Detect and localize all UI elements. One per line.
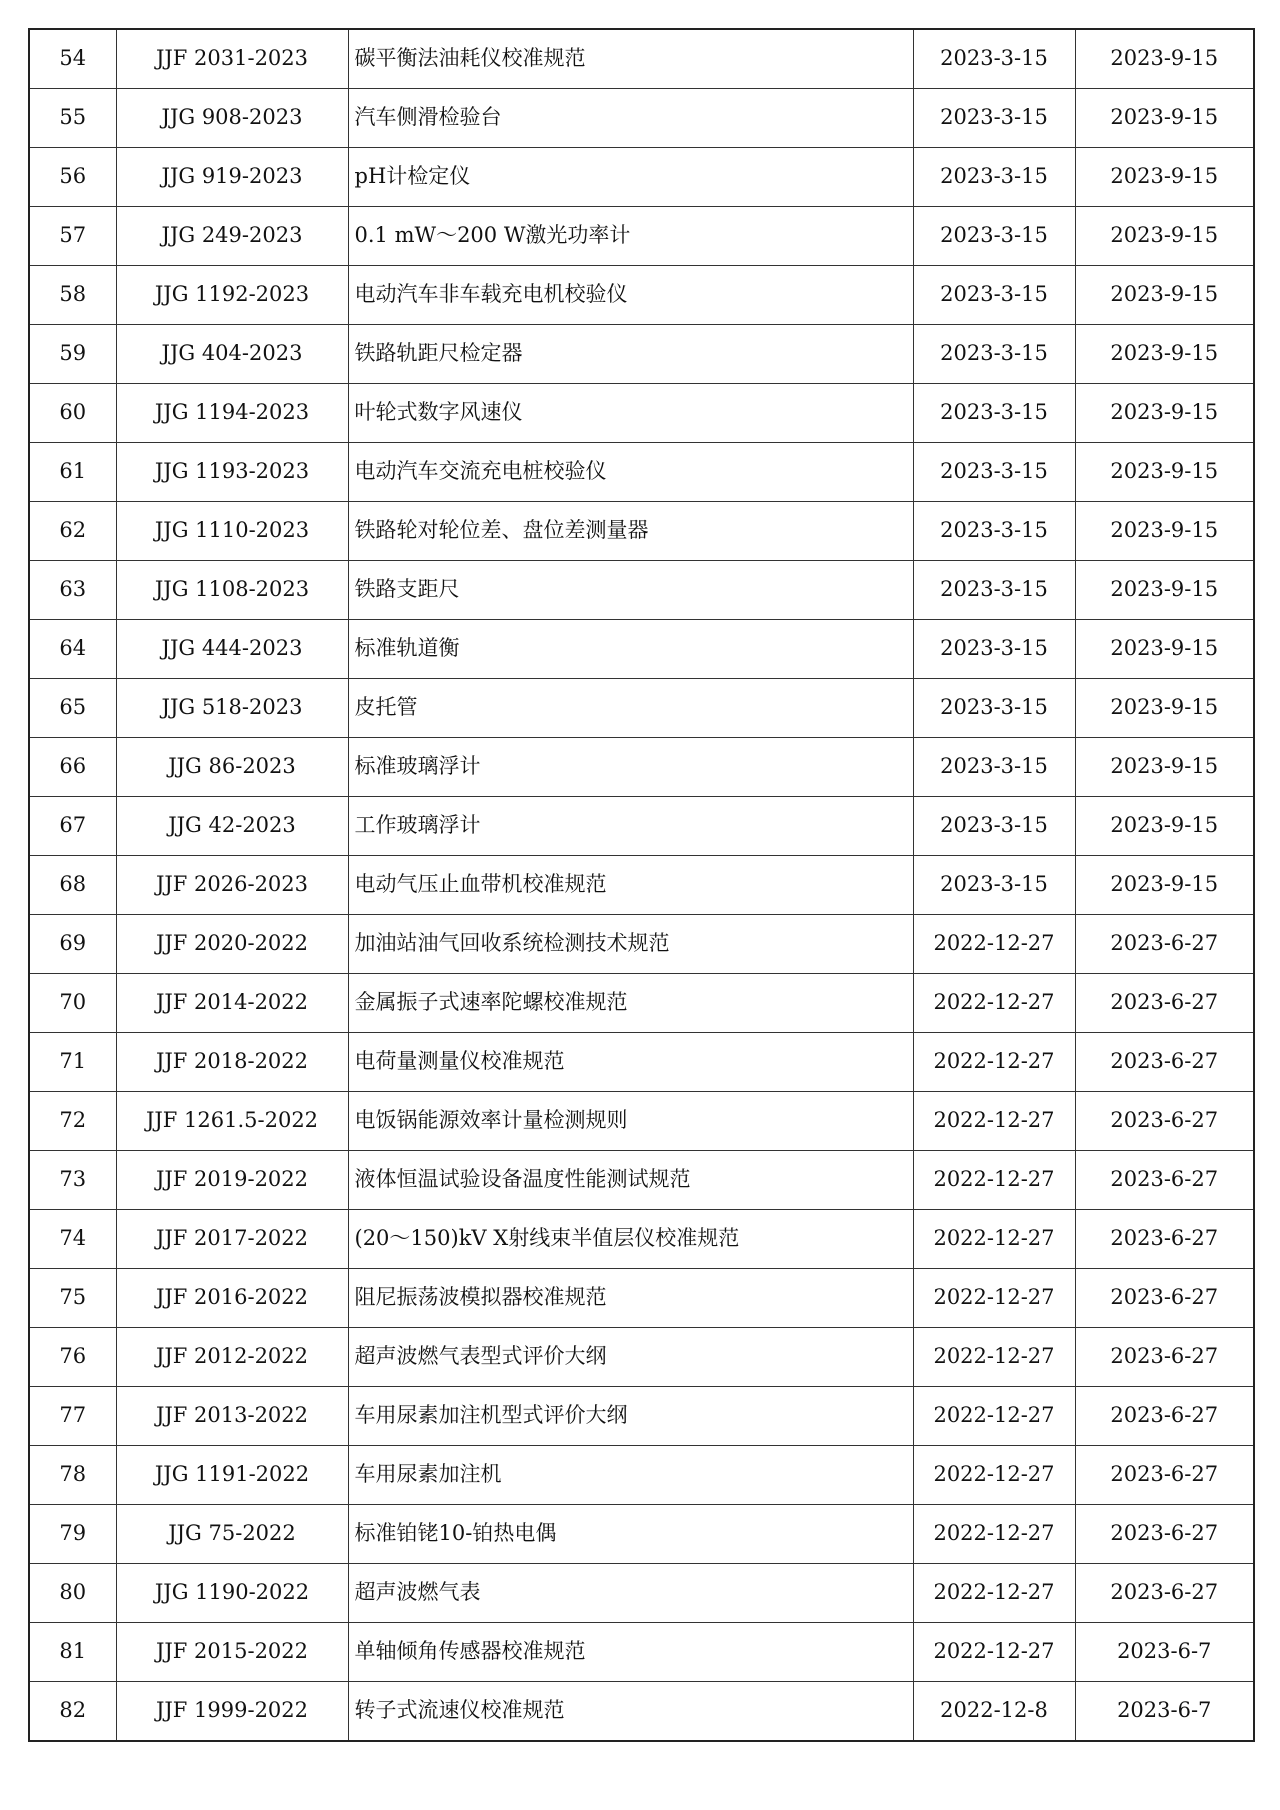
row-number-cell: 79: [29, 1505, 116, 1564]
effective-date-cell: 2023-6-7: [1075, 1623, 1254, 1682]
standard-code-cell: JJF 2019-2022: [116, 1151, 348, 1210]
standard-name-cell: 铁路轨距尺检定器: [348, 325, 913, 384]
effective-date-cell: 2023-9-15: [1075, 443, 1254, 502]
publish-date-cell: 2022-12-27: [913, 974, 1075, 1033]
effective-date-cell: 2023-9-15: [1075, 89, 1254, 148]
table-row: [29, 738, 1254, 797]
publish-date-cell: 2023-3-15: [913, 679, 1075, 738]
publish-date-cell: 2022-12-27: [913, 1623, 1075, 1682]
standard-code-cell: JJG 444-2023: [116, 620, 348, 679]
standard-code-cell: JJF 2026-2023: [116, 856, 348, 915]
standard-name-cell: 标准轨道衡: [348, 620, 913, 679]
publish-date-cell: 2023-3-15: [913, 856, 1075, 915]
effective-date-cell: 2023-9-15: [1075, 148, 1254, 207]
table-row: [29, 1682, 1254, 1742]
standard-code-cell: JJF 2012-2022: [116, 1328, 348, 1387]
publish-date-cell: 2023-3-15: [913, 148, 1075, 207]
table-row: [29, 207, 1254, 266]
standard-code-cell: JJG 1191-2022: [116, 1446, 348, 1505]
standard-code-cell: JJG 1190-2022: [116, 1564, 348, 1623]
effective-date-cell: 2023-9-15: [1075, 797, 1254, 856]
table-row: [29, 1092, 1254, 1151]
row-number-cell: 74: [29, 1210, 116, 1269]
row-number-cell: 73: [29, 1151, 116, 1210]
table-row: [29, 502, 1254, 561]
standard-name-cell: 车用尿素加注机: [348, 1446, 913, 1505]
document-page: [28, 28, 1253, 1742]
standard-name-cell: 叶轮式数字风速仪: [348, 384, 913, 443]
row-number-cell: 57: [29, 207, 116, 266]
effective-date-cell: 2023-6-27: [1075, 1033, 1254, 1092]
standard-code-cell: JJG 518-2023: [116, 679, 348, 738]
effective-date-cell: 2023-9-15: [1075, 325, 1254, 384]
standard-name-cell: 电动气压止血带机校准规范: [348, 856, 913, 915]
standard-name-cell: pH计检定仪: [348, 148, 913, 207]
standard-name-cell: 电动汽车非车载充电机校验仪: [348, 266, 913, 325]
standard-code-cell: JJG 75-2022: [116, 1505, 348, 1564]
standard-name-cell: (20～150)kV X射线束半值层仪校准规范: [348, 1210, 913, 1269]
table-row: [29, 443, 1254, 502]
table-row: [29, 974, 1254, 1033]
row-number-cell: 80: [29, 1564, 116, 1623]
effective-date-cell: 2023-9-15: [1075, 738, 1254, 797]
row-number-cell: 81: [29, 1623, 116, 1682]
standard-name-cell: 转子式流速仪校准规范: [348, 1682, 913, 1742]
table-row: [29, 1328, 1254, 1387]
standard-code-cell: JJG 86-2023: [116, 738, 348, 797]
standard-name-cell: 车用尿素加注机型式评价大纲: [348, 1387, 913, 1446]
row-number-cell: 69: [29, 915, 116, 974]
row-number-cell: 59: [29, 325, 116, 384]
standard-name-cell: 液体恒温试验设备温度性能测试规范: [348, 1151, 913, 1210]
standard-name-cell: 电荷量测量仪校准规范: [348, 1033, 913, 1092]
publish-date-cell: 2022-12-27: [913, 1092, 1075, 1151]
effective-date-cell: 2023-6-27: [1075, 1328, 1254, 1387]
row-number-cell: 64: [29, 620, 116, 679]
row-number-cell: 70: [29, 974, 116, 1033]
table-row: [29, 1564, 1254, 1623]
effective-date-cell: 2023-6-27: [1075, 1505, 1254, 1564]
publish-date-cell: 2022-12-27: [913, 1328, 1075, 1387]
effective-date-cell: 2023-9-15: [1075, 679, 1254, 738]
standard-code-cell: JJG 1192-2023: [116, 266, 348, 325]
row-number-cell: 55: [29, 89, 116, 148]
table-row: [29, 856, 1254, 915]
row-number-cell: 65: [29, 679, 116, 738]
standard-name-cell: 碳平衡法油耗仪校准规范: [348, 29, 913, 89]
standard-name-cell: 超声波燃气表型式评价大纲: [348, 1328, 913, 1387]
row-number-cell: 68: [29, 856, 116, 915]
publish-date-cell: 2022-12-27: [913, 915, 1075, 974]
effective-date-cell: 2023-6-27: [1075, 974, 1254, 1033]
standard-name-cell: 电动汽车交流充电桩校验仪: [348, 443, 913, 502]
table-row: [29, 1151, 1254, 1210]
standard-name-cell: 0.1 mW～200 W激光功率计: [348, 207, 913, 266]
standards-table: [28, 28, 1255, 1742]
publish-date-cell: 2023-3-15: [913, 89, 1075, 148]
table-row: [29, 915, 1254, 974]
publish-date-cell: 2023-3-15: [913, 620, 1075, 679]
standard-code-cell: JJG 249-2023: [116, 207, 348, 266]
publish-date-cell: 2022-12-27: [913, 1269, 1075, 1328]
effective-date-cell: 2023-9-15: [1075, 502, 1254, 561]
standard-code-cell: JJG 1108-2023: [116, 561, 348, 620]
standard-name-cell: 汽车侧滑检验台: [348, 89, 913, 148]
row-number-cell: 67: [29, 797, 116, 856]
standard-name-cell: 电饭锅能源效率计量检测规则: [348, 1092, 913, 1151]
table-row: [29, 266, 1254, 325]
table-row: [29, 1505, 1254, 1564]
row-number-cell: 61: [29, 443, 116, 502]
standard-code-cell: JJF 2020-2022: [116, 915, 348, 974]
standard-code-cell: JJF 2015-2022: [116, 1623, 348, 1682]
publish-date-cell: 2022-12-27: [913, 1446, 1075, 1505]
publish-date-cell: 2022-12-27: [913, 1505, 1075, 1564]
table-row: [29, 148, 1254, 207]
standard-code-cell: JJG 1110-2023: [116, 502, 348, 561]
row-number-cell: 82: [29, 1682, 116, 1742]
row-number-cell: 77: [29, 1387, 116, 1446]
row-number-cell: 60: [29, 384, 116, 443]
standard-code-cell: JJG 908-2023: [116, 89, 348, 148]
publish-date-cell: 2023-3-15: [913, 561, 1075, 620]
table-row: [29, 325, 1254, 384]
table-row: [29, 561, 1254, 620]
effective-date-cell: 2023-6-27: [1075, 1387, 1254, 1446]
effective-date-cell: 2023-6-7: [1075, 1682, 1254, 1742]
standard-code-cell: JJF 1999-2022: [116, 1682, 348, 1742]
table-row: [29, 679, 1254, 738]
row-number-cell: 58: [29, 266, 116, 325]
effective-date-cell: 2023-9-15: [1075, 620, 1254, 679]
effective-date-cell: 2023-9-15: [1075, 561, 1254, 620]
table-row: [29, 1033, 1254, 1092]
standard-name-cell: 加油站油气回收系统检测技术规范: [348, 915, 913, 974]
table-row: [29, 1387, 1254, 1446]
standard-name-cell: 超声波燃气表: [348, 1564, 913, 1623]
publish-date-cell: 2023-3-15: [913, 443, 1075, 502]
row-number-cell: 63: [29, 561, 116, 620]
standard-code-cell: JJG 42-2023: [116, 797, 348, 856]
table-body: [29, 29, 1254, 1741]
table-row: [29, 797, 1254, 856]
effective-date-cell: 2023-6-27: [1075, 1269, 1254, 1328]
row-number-cell: 78: [29, 1446, 116, 1505]
effective-date-cell: 2023-9-15: [1075, 856, 1254, 915]
publish-date-cell: 2023-3-15: [913, 29, 1075, 89]
row-number-cell: 75: [29, 1269, 116, 1328]
publish-date-cell: 2023-3-15: [913, 266, 1075, 325]
row-number-cell: 72: [29, 1092, 116, 1151]
publish-date-cell: 2022-12-27: [913, 1564, 1075, 1623]
table-row: [29, 89, 1254, 148]
row-number-cell: 62: [29, 502, 116, 561]
standard-name-cell: 标准玻璃浮计: [348, 738, 913, 797]
standard-code-cell: JJF 2017-2022: [116, 1210, 348, 1269]
standard-name-cell: 单轴倾角传感器校准规范: [348, 1623, 913, 1682]
standard-name-cell: 阻尼振荡波模拟器校准规范: [348, 1269, 913, 1328]
standard-code-cell: JJF 2013-2022: [116, 1387, 348, 1446]
effective-date-cell: 2023-6-27: [1075, 1092, 1254, 1151]
row-number-cell: 56: [29, 148, 116, 207]
standard-name-cell: 铁路支距尺: [348, 561, 913, 620]
publish-date-cell: 2023-3-15: [913, 207, 1075, 266]
standard-code-cell: JJF 1261.5-2022: [116, 1092, 348, 1151]
row-number-cell: 71: [29, 1033, 116, 1092]
publish-date-cell: 2023-3-15: [913, 797, 1075, 856]
publish-date-cell: 2022-12-27: [913, 1151, 1075, 1210]
standard-code-cell: JJF 2031-2023: [116, 29, 348, 89]
standard-code-cell: JJF 2018-2022: [116, 1033, 348, 1092]
table-row: [29, 384, 1254, 443]
standard-code-cell: JJF 2016-2022: [116, 1269, 348, 1328]
table-row: [29, 29, 1254, 89]
effective-date-cell: 2023-9-15: [1075, 207, 1254, 266]
row-number-cell: 66: [29, 738, 116, 797]
standard-name-cell: 金属振子式速率陀螺校准规范: [348, 974, 913, 1033]
standard-code-cell: JJG 1194-2023: [116, 384, 348, 443]
effective-date-cell: 2023-6-27: [1075, 1151, 1254, 1210]
effective-date-cell: 2023-6-27: [1075, 1564, 1254, 1623]
publish-date-cell: 2023-3-15: [913, 738, 1075, 797]
publish-date-cell: 2022-12-27: [913, 1210, 1075, 1269]
effective-date-cell: 2023-9-15: [1075, 266, 1254, 325]
publish-date-cell: 2023-3-15: [913, 384, 1075, 443]
standard-code-cell: JJG 919-2023: [116, 148, 348, 207]
standard-name-cell: 标准铂铑10-铂热电偶: [348, 1505, 913, 1564]
row-number-cell: 54: [29, 29, 116, 89]
effective-date-cell: 2023-9-15: [1075, 29, 1254, 89]
effective-date-cell: 2023-6-27: [1075, 915, 1254, 974]
standard-name-cell: 铁路轮对轮位差、盘位差测量器: [348, 502, 913, 561]
table-row: [29, 1446, 1254, 1505]
row-number-cell: 76: [29, 1328, 116, 1387]
standard-name-cell: 工作玻璃浮计: [348, 797, 913, 856]
publish-date-cell: 2023-3-15: [913, 502, 1075, 561]
publish-date-cell: 2023-3-15: [913, 325, 1075, 384]
effective-date-cell: 2023-9-15: [1075, 384, 1254, 443]
standard-code-cell: JJF 2014-2022: [116, 974, 348, 1033]
standard-code-cell: JJG 1193-2023: [116, 443, 348, 502]
publish-date-cell: 2022-12-27: [913, 1387, 1075, 1446]
table-row: [29, 1623, 1254, 1682]
table-row: [29, 1269, 1254, 1328]
table-row: [29, 1210, 1254, 1269]
effective-date-cell: 2023-6-27: [1075, 1210, 1254, 1269]
effective-date-cell: 2023-6-27: [1075, 1446, 1254, 1505]
standard-code-cell: JJG 404-2023: [116, 325, 348, 384]
publish-date-cell: 2022-12-8: [913, 1682, 1075, 1742]
table-row: [29, 620, 1254, 679]
standard-name-cell: 皮托管: [348, 679, 913, 738]
publish-date-cell: 2022-12-27: [913, 1033, 1075, 1092]
